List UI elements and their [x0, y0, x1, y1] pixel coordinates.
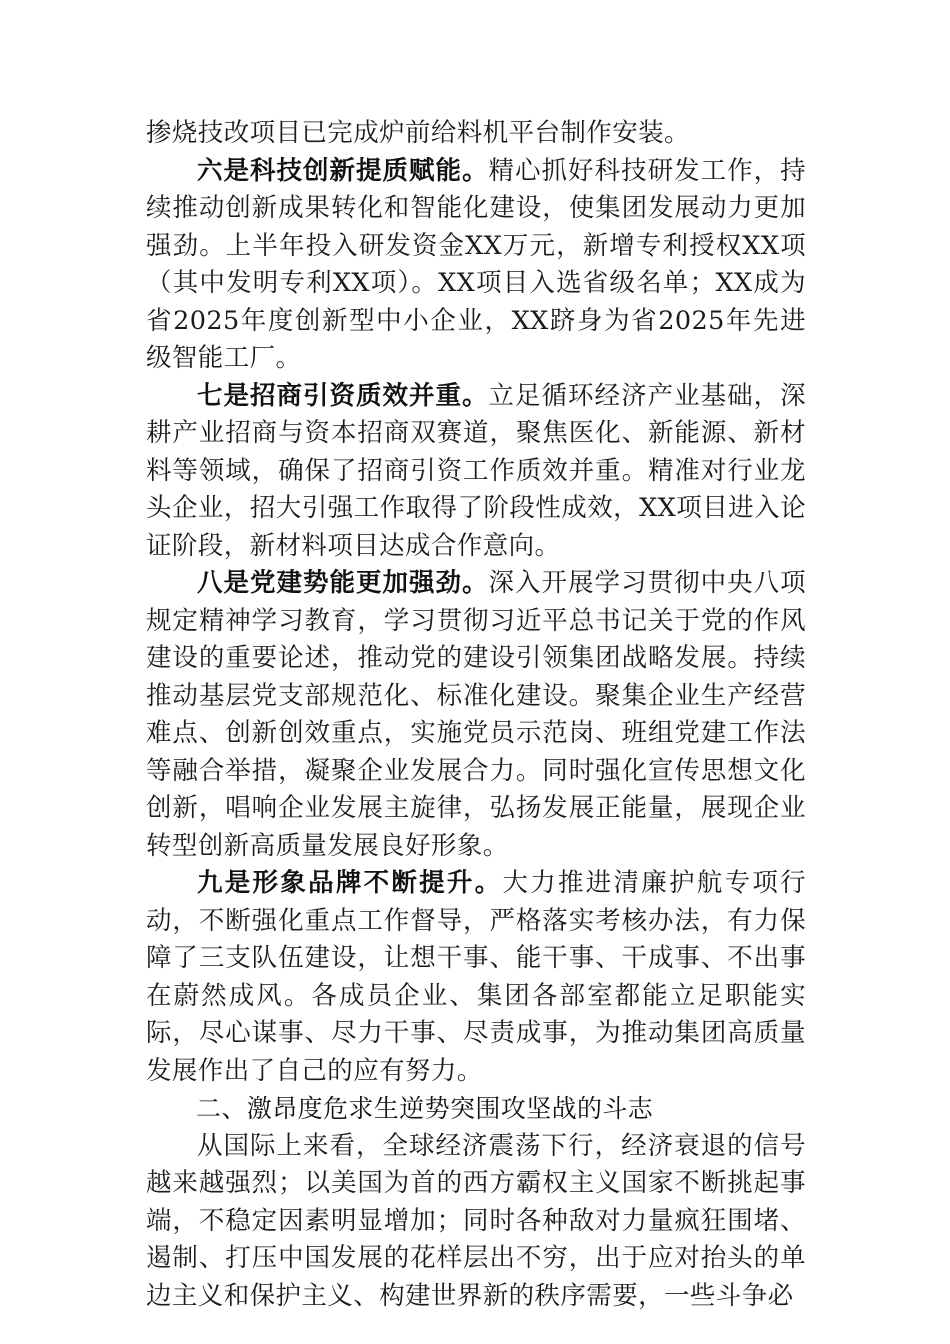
paragraph-item-6 [146, 153, 806, 378]
paragraph-item-7 [146, 378, 806, 566]
paragraph-text: 大力推进清廉护航专项行动，不断强化重点工作督导，严格落实考核办法，有力保障了三支队伍建设，让想干事、能干事、干成事、不出事在蔚然成风。各成员企业、集团各部室都能立足职能实际，尽心谋事、尽力干事、尽责成事，为推动集团高质量发展作出了自己的应有努力。 [146, 868, 806, 1086]
paragraph-lead: 六是科技创新提质赋能。 [197, 155, 489, 186]
section-heading: 二、激昂度危求生逆势突围攻坚战的斗志 [196, 1094, 654, 1123]
paragraph-text: 立足循环经济产业基础，深耕产业招商与资本招商双赛道，聚焦医化、新能源、新材料等领域，确保了招商引资工作质效并重。精准对行业龙头企业，招大引强工作取得了阶段性成效，XX项目进入论证阶段，新材料项目达成合作意向。 [146, 380, 806, 561]
paragraph-lead: 九是形象品牌不断提升。 [197, 868, 503, 898]
paragraph-text: 从国际上来看，全球经济震荡下行，经济衰退的信号越来越强烈；以美国为首的西方霸权主义国家不断挑起事端，不稳定因素明显增加；同时各种敌对力量疯狂围堵、遏制、打压中国发展的花样层出不穷，出于应对抬头的单边主义和保护主义、构建世界新的秩序需要，一些斗争必 [146, 1130, 806, 1311]
paragraph-lead: 七是招商引资质效并重。 [197, 380, 489, 411]
document-body [146, 115, 806, 1315]
paragraph-lead: 八是党建势能更加强劲。 [197, 568, 489, 598]
paragraph-text: 掺烧技改项目已完成炉前给料机平台制作安装。 [146, 118, 690, 148]
paragraph-international [146, 1128, 806, 1316]
paragraph-item-8 [146, 565, 806, 865]
paragraph-continuation [146, 115, 806, 153]
paragraph-text: 深入开展学习贯彻中央八项规定精神学习教育，学习贯彻习近平总书记关于党的作风建设的重要论述，推动党的建设引领集团战略发展。持续推动基层党支部规范化、标准化建设。聚集企业生产经营难点、创新创效重点，实施党员示范岗、班组党建工作法等融合举措，凝聚企业发展合力。同时强化宣传思想文化创新，唱响企业发展主旋律，弘扬发展正能量，展现企业转型创新高质量发展良好形象。 [146, 568, 806, 861]
paragraph-item-9 [146, 865, 806, 1090]
paragraph-text: 精心抓好科技研发工作，持续推动创新成果转化和智能化建设，使集团发展动力更加强劲。上半年投入研发资金XX万元，新增专利授权XX项（其中发明专利XX项）。XX项目入选省级名单；XX成为省2025年度创新型中小企业，XX跻身为省2025年先进级智能工厂。 [146, 155, 806, 373]
